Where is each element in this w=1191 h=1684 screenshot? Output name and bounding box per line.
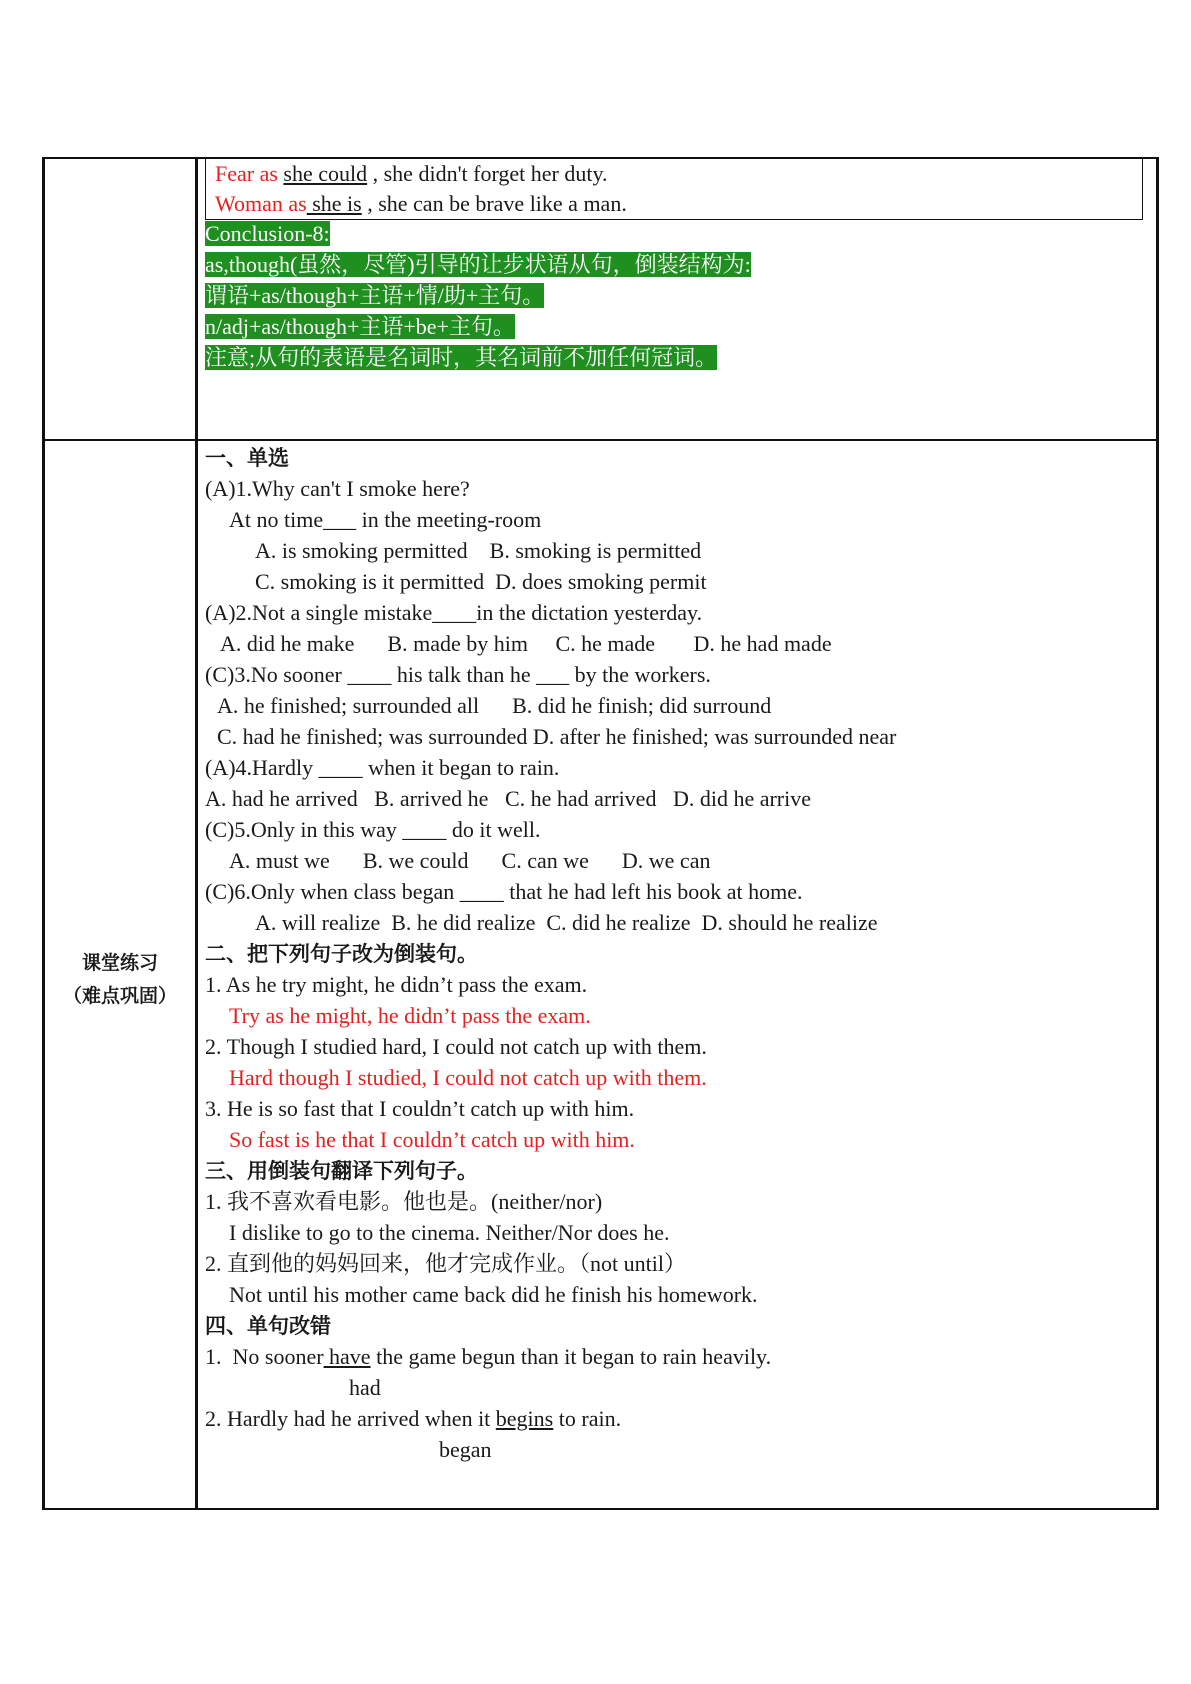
correction-1-prefix: 1. No sooner bbox=[205, 1344, 324, 1369]
correction-answer-2: began bbox=[439, 1437, 492, 1462]
question-2-options: A. did he make B. made by him C. he made D. he had made bbox=[220, 631, 832, 656]
question-3-options-b: C. had he finished; was surrounded D. after he finished; was surrounded near bbox=[217, 724, 897, 749]
example-2-red: Woman as bbox=[215, 191, 307, 216]
rewrite-question-1: 1. As he try might, he didn’t pass the exam. bbox=[205, 972, 588, 997]
column-divider bbox=[195, 157, 198, 1508]
correction-2-prefix: 2. Hardly had he arrived when it bbox=[205, 1406, 496, 1431]
worksheet-table bbox=[42, 157, 1159, 1510]
rule-line-2 bbox=[205, 281, 544, 311]
question-6: (C)6.Only when class began ____ that he had left his book at home. bbox=[205, 879, 803, 904]
section-1-heading: 一、单选 bbox=[205, 446, 289, 470]
example-2-rest: , she can be brave like a man. bbox=[361, 191, 627, 216]
question-5-options: A. must we B. we could C. can we D. we can bbox=[229, 848, 711, 873]
rewrite-question-3: 3. He is so fast that I couldn’t catch up with him. bbox=[205, 1096, 635, 1121]
question-3: (C)3.No sooner ____ his talk than he ___ by the workers. bbox=[205, 662, 711, 687]
rewrite-answer-2: Hard though I studied, I could not catch up with them. bbox=[229, 1065, 707, 1090]
example-2-underlined: she is bbox=[306, 191, 362, 216]
example-1-underlined: she could bbox=[283, 161, 368, 186]
question-1-options-a: A. is smoking permitted B. smoking is permitted bbox=[255, 538, 702, 563]
section-3-heading: 三、用倒装句翻译下列句子。 bbox=[205, 1159, 478, 1183]
rule-line-4 bbox=[205, 343, 717, 373]
translate-question-2: 2. 直到他的妈妈回来，他才完成作业。（not until） bbox=[205, 1251, 686, 1276]
rule-3-text: n/adj+as/though+主语+be+主句。 bbox=[205, 314, 515, 339]
translate-answer-2: Not until his mother came back did he finish his homework. bbox=[229, 1282, 758, 1307]
rule-2-text: 谓语+as/though+主语+情/助+主句。 bbox=[205, 283, 545, 308]
question-4: (A)4.Hardly ____ when it began to rain. bbox=[205, 755, 560, 780]
example-line-2 bbox=[215, 189, 627, 219]
question-1-stem: At no time___ in the meeting-room bbox=[229, 507, 542, 532]
rule-1-text: as,though(虽然，尽管)引导的让步状语从句，倒装结构为: bbox=[205, 252, 751, 277]
correction-2-error: begins bbox=[495, 1406, 554, 1431]
section-label-line-2: （难点巩固） bbox=[62, 985, 177, 1007]
question-1-options-b: C. smoking is it permitted D. does smoking permit bbox=[255, 569, 707, 594]
rule-4-text: 注意;从句的表语是名词时，其名词前不加任何冠词。 bbox=[205, 345, 718, 370]
row-divider bbox=[45, 439, 1156, 441]
correction-question-1 bbox=[205, 1342, 771, 1372]
correction-1-error: have bbox=[323, 1344, 371, 1369]
section-label bbox=[45, 947, 195, 1013]
correction-answer-1: had bbox=[349, 1375, 381, 1400]
example-1-red: Fear as bbox=[215, 161, 278, 186]
rule-line-1 bbox=[205, 250, 751, 280]
correction-question-2 bbox=[205, 1404, 621, 1434]
rewrite-question-2: 2. Though I studied hard, I could not catch up with them. bbox=[205, 1034, 707, 1059]
translate-question-1: 1. 我不喜欢看电影。他也是。(neither/nor) bbox=[205, 1189, 603, 1214]
example-line-1 bbox=[215, 159, 608, 189]
question-5: (C)5.Only in this way ____ do it well. bbox=[205, 817, 541, 842]
conclusion-label: Conclusion-8: bbox=[205, 221, 330, 246]
correction-2-suffix: to rain. bbox=[553, 1406, 622, 1431]
rewrite-answer-3: So fast is he that I couldn’t catch up with him. bbox=[229, 1127, 635, 1152]
question-2: (A)2.Not a single mistake____in the dictation yesterday. bbox=[205, 600, 703, 625]
section-2-heading: 二、把下列句子改为倒装句。 bbox=[205, 942, 478, 966]
question-3-options-a: A. he finished; surrounded all B. did he finish; did surround bbox=[217, 693, 772, 718]
translate-answer-1: I dislike to go to the cinema. Neither/Nor does he. bbox=[229, 1220, 670, 1245]
example-1-rest: , she didn't forget her duty. bbox=[367, 161, 608, 186]
rule-line-3 bbox=[205, 312, 515, 342]
section-label-line-1: 课堂练习 bbox=[81, 952, 158, 974]
question-4-options: A. had he arrived B. arrived he C. he had arrived D. did he arrive bbox=[205, 786, 811, 811]
question-6-options: A. will realize B. he did realize C. did he realize D. should he realize bbox=[255, 910, 878, 935]
conclusion-heading bbox=[205, 219, 330, 249]
question-1: (A)1.Why can't I smoke here? bbox=[205, 476, 470, 501]
rewrite-answer-1: Try as he might, he didn’t pass the exam. bbox=[229, 1003, 591, 1028]
correction-1-suffix: the game begun than it began to rain heavily. bbox=[370, 1344, 772, 1369]
section-4-heading: 四、单句改错 bbox=[205, 1314, 331, 1338]
